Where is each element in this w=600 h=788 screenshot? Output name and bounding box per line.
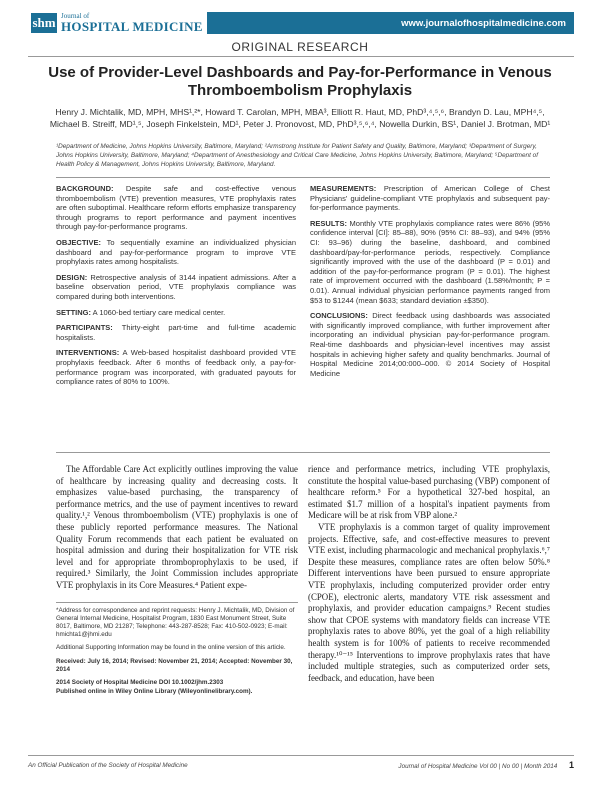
journal-name-big: HOSPITAL MEDICINE: [61, 19, 203, 34]
divider-abstract: [56, 177, 550, 178]
body-col-left: [56, 464, 298, 701]
abstract-col-left: [56, 184, 296, 393]
affiliations: ¹Department of Medicine, Johns Hopkins University, Baltimore, Maryland; ²Armstrong Institute for Patient Safety and Quality, Baltimore, Maryland; ³Department of Surgery, Johns Hopkins University, Baltimore, Maryland; ⁴Department of Anesthesiology and Critical Care Medicine, Johns Hopkins University, Baltimore, Maryland; ⁵Department of Health Policy & Management, Johns Hopkins University, Baltimore, Maryland.: [56, 143, 538, 168]
body-paragraph-2: rience and performance metrics, including VTE prophylaxis, constitute the hospital value-based purchasing (VBP) component of healthcare reform.⁵ For a hypothetical 327-bed hospital, an estimated $1.7 million of a hospital's inpatient payments from Medicare will be at risk from VBP alone.²: [308, 464, 550, 521]
correspondence-box: [56, 602, 298, 697]
abstract: [56, 184, 550, 393]
banner-fill: [207, 12, 401, 34]
design-text: Retrospective analysis of 3144 inpatient admissions. After a baseline observation period, VTE prophylaxis compliance was compared during both interventions.: [56, 272, 296, 301]
conclusions-text: Direct feedback using dashboards was associated with significantly improved compliance, with further improvement after incorporating an individual physician pay-for-performance program. Real-time dashboards and physician-level incentives may assist hospitals in achieving higher safety and quality benchmarks. Journal of Hospital Medicine 2014;00:000–000. © 2014 Society of Hospital Medicine: [310, 311, 550, 378]
abstract-conclusions: [310, 311, 550, 378]
journal-name: [61, 13, 203, 33]
conclusions-label: CONCLUSIONS:: [310, 311, 368, 321]
body-paragraph-1: The Affordable Care Act explicitly outlines improving the value of healthcare by increasing quality and decreasing costs. It emphasizes value-based purchasing, the transparency of performance metrics, and the use of payment incentives to reward quality.¹,² Venous thromboembolism (VTE) prophylaxis is one of these publicly reported performance measures. The National Quality Forum recommends that each patient be evaluated on hospital admission and during their hospitalization for VTE risk level and for appropriate thromboprophylaxis to be used, if required.³ Similarly, the Joint Commission includes appropriate VTE prophylaxis in its Core Measures.⁴ Patient expe-: [56, 464, 298, 590]
design-label: DESIGN:: [56, 272, 88, 282]
objective-label: OBJECTIVE:: [56, 237, 102, 247]
journal-url[interactable]: www.journalofhospitalmedicine.com: [401, 17, 566, 29]
abstract-design: [56, 273, 296, 302]
page-footer: [28, 760, 574, 770]
participants-text: Thirty-eight part-time and full-time academic hospitalists.: [56, 323, 296, 342]
interventions-label: INTERVENTIONS:: [56, 348, 120, 358]
results-label: RESULTS:: [310, 218, 347, 228]
copyright-doi: 2014 Society of Hospital Medicine DOI 10.1002/jhm.2303: [56, 678, 224, 686]
abstract-objective: [56, 238, 296, 267]
interventions-text: A Web-based hospitalist dashboard provided VTE prophylaxis feedback. After 6 months of feedback only, a pay-for-performance program was incorporated, with graduated payouts for compliance rates of 80% to 100%.: [56, 348, 296, 387]
supporting-info: Additional Supporting Information may be found in the online version of this article.: [56, 644, 286, 652]
section-label: ORIGINAL RESEARCH: [231, 40, 369, 54]
title-line-2: Thromboembolism Prophylaxis: [187, 82, 413, 99]
measurements-label: MEASUREMENTS:: [310, 184, 377, 193]
article-title: [40, 64, 560, 100]
footer-right-group: [398, 760, 574, 770]
journal-logo: [28, 12, 207, 34]
abstract-participants: [56, 323, 296, 342]
divider-top: [28, 56, 574, 57]
author-list: [44, 106, 556, 130]
abstract-col-right: [310, 184, 550, 393]
authors-line-1: Henry J. Michtalik, MD, MPH, MHS¹,²*, Howard T. Carolan, MPH, MBA³, Elliott R. Haut, MD, PhD³,⁴,⁵,⁶, Brandyn D. Lau, MPH⁴,⁵,: [55, 107, 545, 117]
body-paragraph-3: VTE prophylaxis is a common target of quality improvement projects. Effective, safe, and cost-effective measures to prevent VTE exist, including pharmacologic and mechanical prophylaxis.⁶,⁷ Despite these measures, compliance rates are often below 50%.⁸ Different interventions have been pursued to ensure appropriate VTE prophylaxis, including computerized provider order entry (CPOE), electronic alerts, mandatory VTE risk assessment and prophylaxis, and provider education campaigns.⁹ Recent studies show that CPOE systems with mandatory fields can increase VTE prophylaxis rates to above 80%, yet the goal of a high reliability health system is for 100% of patients to receive recommended therapy.¹⁰⁻¹⁵ Interventions to improve prophylaxis rates that have included multiple strategies, such as computerized order sets, feedback, and education, have been: [308, 521, 550, 683]
footer-left: An Official Publication of the Society of Hospital Medicine: [28, 761, 188, 769]
article-body: [56, 464, 550, 701]
divider-footer: [28, 755, 574, 756]
published-online: Published online in Wiley Online Library (Wileyonlinelibrary.com).: [56, 688, 253, 696]
correspondence-address: *Address for correspondence and reprint requests: Henry J. Michtalik, MD, Division of General Internal Medicine, Hospitalist Program, 1830 East Monument Street, Suite 8017, Baltimore, MD 21287; Telephone: 443-287-8528; Fax: 410-502-0923; E-mail: hmichta1@jhmi.edu: [56, 606, 295, 639]
measurements-text: Prescription of American College of Chest Physicians' guideline-compliant VTE prophylaxis and subsequent pay-for-performance payments.: [310, 184, 550, 213]
authors-line-2: Michael B. Streiff, MD¹,⁵, Joseph Finkelstein, MD¹, Peter J. Pronovost, MD, PhD³,⁵,⁶,⁴, Nowella Durkin, BS¹, Daniel J. Brotman, MD¹: [49, 119, 551, 129]
objective-text: To sequentially examine an individualized physician dashboard and pay-for-performance program to improve VTE prophylaxis rates among hospitalists.: [56, 237, 296, 267]
shm-logo-mark: shm: [30, 12, 58, 34]
page-number: 1: [568, 760, 574, 770]
received-dates: Received: July 16, 2014; Revised: November 21, 2014; Accepted: November 30, 2014: [56, 657, 293, 673]
abstract-results: [310, 219, 550, 305]
abstract-interventions: [56, 348, 296, 386]
journal-banner: [28, 12, 574, 34]
abstract-setting: [56, 308, 296, 318]
participants-label: PARTICIPANTS:: [56, 323, 113, 333]
journal-name-small: Journal of: [61, 12, 90, 20]
background-label: BACKGROUND:: [56, 184, 114, 193]
background-text: Despite safe and cost-effective venous thromboembolism (VTE) prevention measures, VTE prophylaxis rates are often suboptimal. Healthcare reform efforts emphasize transparency through programs to report performance and payment incentives through pay-for-performance programs.: [56, 184, 296, 232]
setting-text: A 1060-bed tertiary care medical center.: [91, 307, 226, 317]
body-col-right: [308, 464, 550, 701]
divider-body: [56, 452, 550, 453]
abstract-background: [56, 184, 296, 232]
abstract-measurements: [310, 184, 550, 213]
setting-label: SETTING:: [56, 307, 91, 317]
results-text: Monthly VTE prophylaxis compliance rates were 86% (95% confidence interval [CI]: 85–88), 90% (95% CI: 88–93), and 94% (95% CI: 93–96) during the baseline, dashboard, and combined dashboard/pay-for-performance periods, respectively. Compliance significantly improved with the use of the dashboard (P = 0.01) and addition of the pay-for-performance program (P = 0.01). The highest rate of improvement occurred with the dashboard (1.58%/month; P = 0.01). Annual individual physician performance payments ranged from $53 to $1244 (mean $633; standard deviation ±$350).: [310, 218, 550, 305]
footer-journal-info: Journal of Hospital Medicine Vol 00 | No 00 | Month 2014: [398, 763, 558, 770]
title-line-1: Use of Provider-Level Dashboards and Pay-for-Performance in Venous: [48, 64, 552, 81]
